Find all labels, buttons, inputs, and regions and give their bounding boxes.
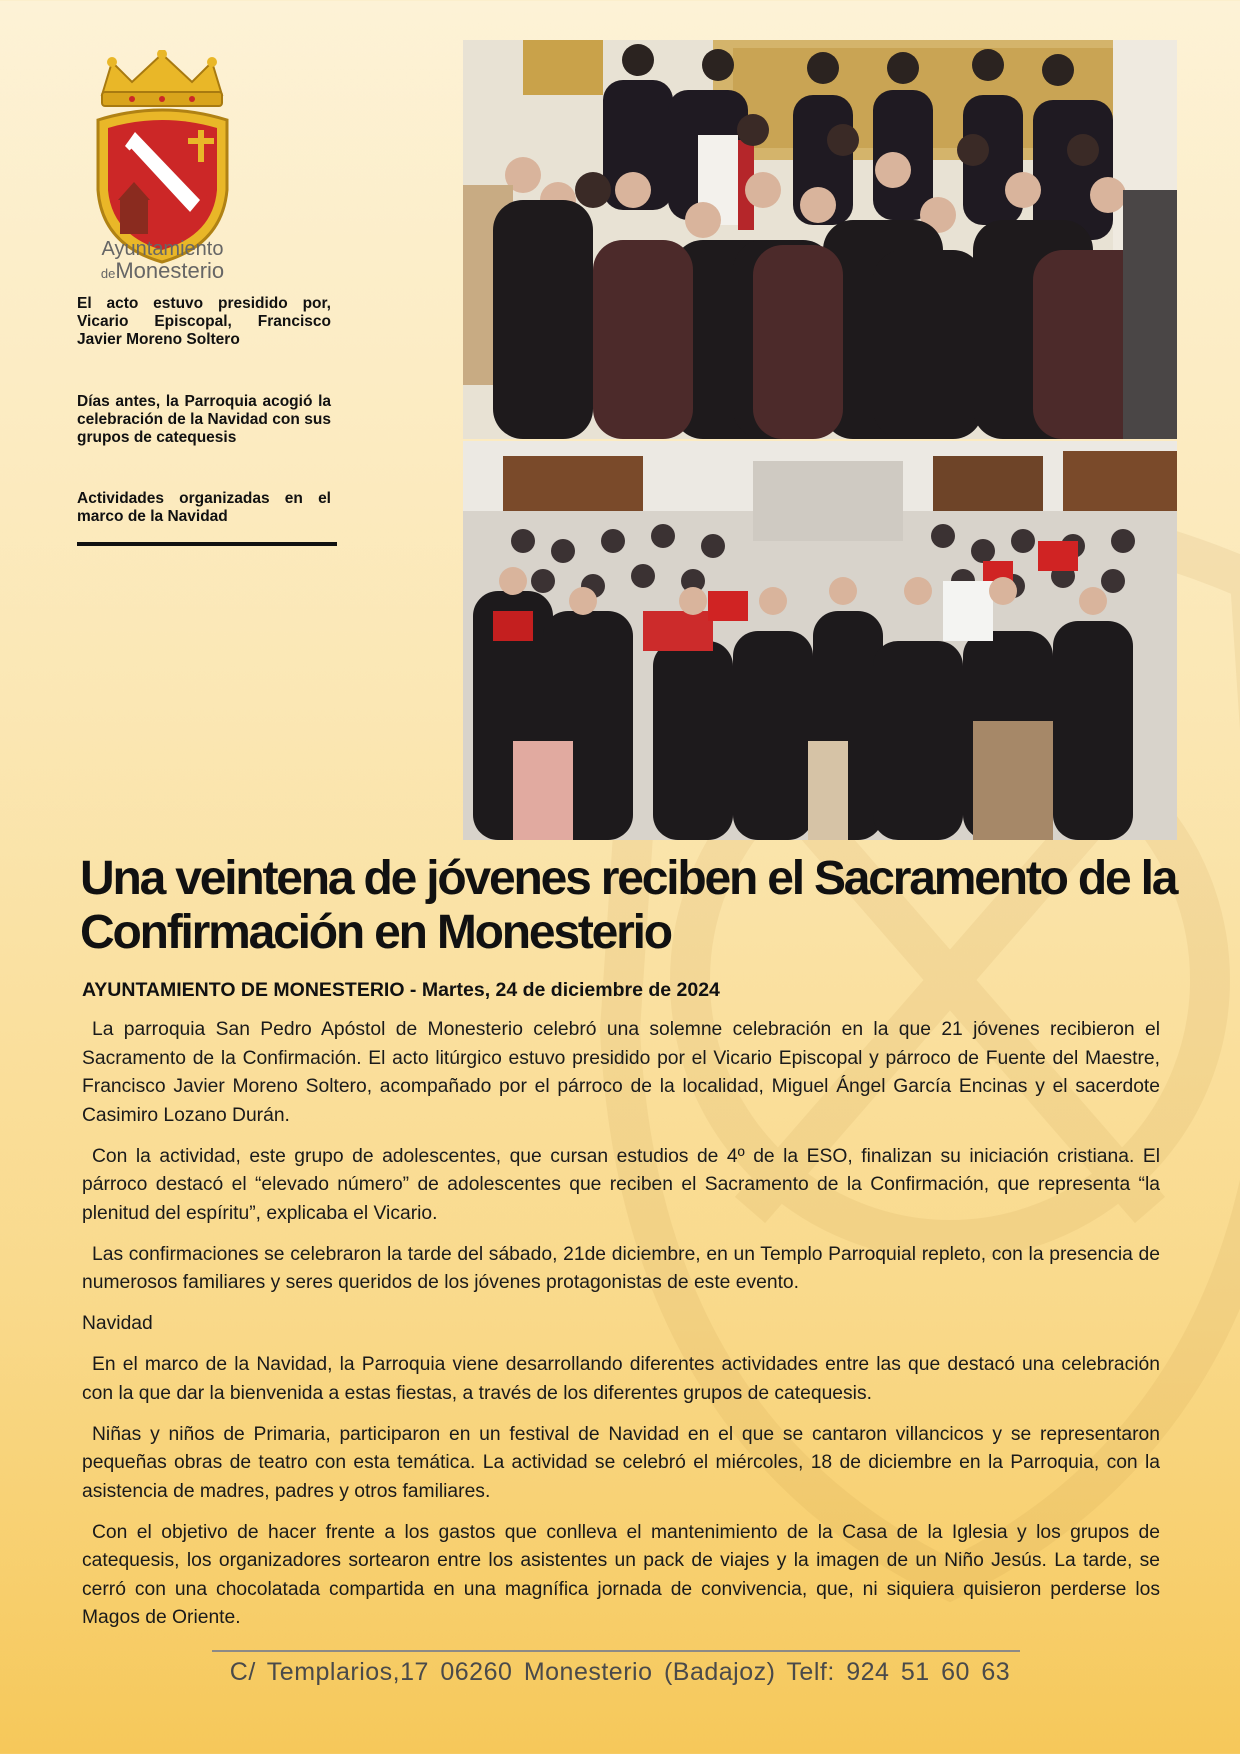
sidebar-note-2: Días antes, la Parroquia acogió la celebración de la Navidad con sus grupos de catequesis bbox=[77, 393, 331, 446]
logo-line2 bbox=[70, 260, 255, 285]
article-paragraph: La parroquia San Pedro Apóstol de Monesterio celebró una solemne celebración en la que 21 jóvenes recibieron el Sacramento de la Confirmación. El acto litúrgico estuvo presidido por el Vicario Episcopal y párroco de Fuente del Maestre, Francisco Javier Moreno Soltero, acompañado por el párroco de la localidad, Miguel Ángel García Encinas y el sacerdote Casimiro Lozano Durán. bbox=[82, 1019, 1160, 1126]
logo-text bbox=[70, 238, 255, 285]
article-paragraph: En el marco de la Navidad, la Parroquia viene desarrollando diferentes actividades entre las que destacó una celebración con la que dar la bienvenida a estas fiestas, a través de los diferentes grupos de catequesis. bbox=[82, 1354, 1160, 1404]
article-subheading: Navidad bbox=[82, 1313, 153, 1334]
confirmation-group-photo bbox=[463, 40, 1177, 439]
article-paragraph: Niñas y niños de Primaria, participaron en un festival de Navidad en el que se cantaron villancicos y se representaron pequeñas obras de teatro con esta temática. La actividad se celebró el miércoles, 18 de diciembre en la Parroquia, con la asistencia de madres, padres y otros familiares. bbox=[82, 1423, 1160, 1502]
article-headline: Una veintena de jóvenes reciben el Sacramento de la Confirmación en Monesterio bbox=[80, 852, 1177, 959]
footer-address: C/ Templarios,17 06260 Monesterio (Badajoz) Telf: 924 51 60 63 bbox=[229, 1658, 1011, 1686]
crown-icon bbox=[102, 50, 222, 106]
article-byline: AYUNTAMIENTO DE MONESTERIO - Martes, 24 de diciembre de 2024 bbox=[82, 979, 720, 1001]
logo-town: Monesterio bbox=[115, 258, 225, 283]
article-body bbox=[82, 1016, 1160, 1645]
sidebar-divider bbox=[77, 542, 337, 546]
sidebar-note-3: Actividades organizadas en el marco de la Navidad bbox=[77, 490, 331, 525]
logo-prefix: de bbox=[100, 266, 116, 281]
article-paragraph: Con la actividad, este grupo de adolescentes, que cursan estudios de 4º de la ESO, finalizan su iniciación cristiana. El párroco destacó el “elevado número” de adolescentes que reciben el Sacramento de la Confirmación, que representa “la plenitud del espíritu”, explicaba el Vicario. bbox=[82, 1145, 1160, 1224]
sidebar-note-1: El acto estuvo presidido por, Vicario Episcopal, Francisco Javier Moreno Soltero bbox=[77, 295, 331, 348]
article-paragraph: Con el objetivo de hacer frente a los gastos que conlleva el mantenimiento de la Casa de la Iglesia y los grupos de catequesis, los organizadores sortearon entre los asistentes un pack de viajes y la imagen de un Niño Jesús. La tarde, se cerró con una chocolatada compartida en una magnífica jornada de convivencia, que, ni siquiera quisieron perderse los Magos de Oriente. bbox=[82, 1521, 1160, 1628]
logo-line1: Ayuntamiento bbox=[101, 238, 224, 260]
article-paragraph: Las confirmaciones se celebraron la tarde del sábado, 21de diciembre, en un Templo Parroquial repleto, con la presencia de numerosos familiares y seres queridos de los jóvenes protagonistas de este evento. bbox=[82, 1243, 1160, 1293]
footer-divider bbox=[212, 1650, 1020, 1652]
christmas-catechesis-festival-photo bbox=[463, 441, 1177, 840]
